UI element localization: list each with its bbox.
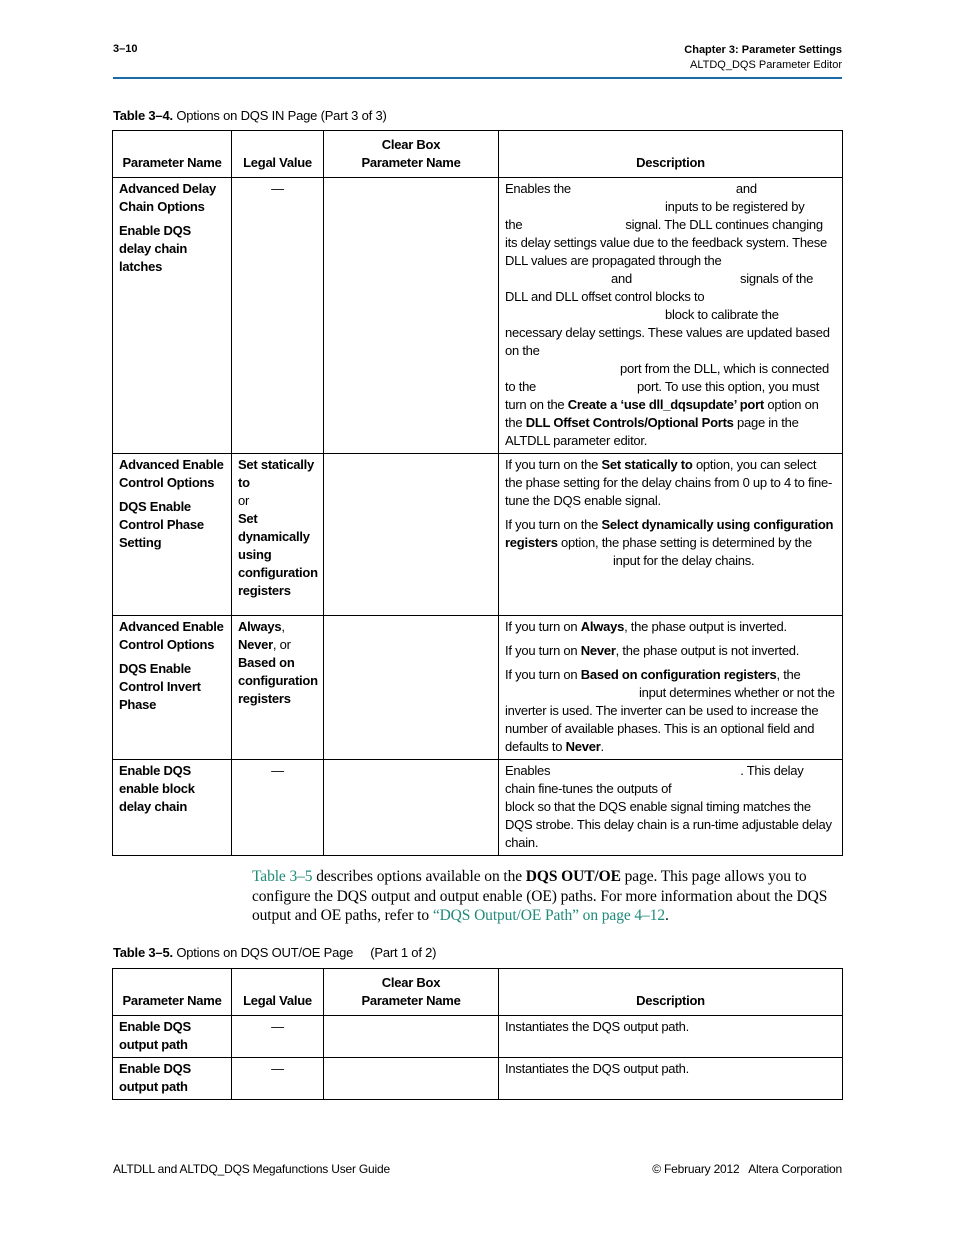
description-cell: Instantiates the DQS output path. <box>499 1058 843 1100</box>
legal-option: Never <box>238 637 273 652</box>
desc-bold: Based on configuration registers <box>580 667 777 682</box>
legal-sep: , or <box>272 637 291 652</box>
para-text: . <box>665 907 669 924</box>
param-name-cell: Enable DQS output path <box>113 1016 232 1058</box>
description-cell <box>499 454 843 616</box>
desc-text: signals of the DLL and DLL offset control blocks to <box>505 271 814 304</box>
col-header-legal-value: Legal Value <box>232 969 324 1016</box>
desc-text: option on the <box>505 397 819 430</box>
table-caption-text: Options on DQS IN Page (Part 3 of 3) <box>176 108 387 123</box>
desc-text: page in the ALTDLL parameter editor. <box>505 415 799 448</box>
param-group: Advanced Enable Control Options <box>119 619 224 652</box>
desc-text: . <box>600 739 604 754</box>
param-name-cell: Enable DQS output path <box>113 1058 232 1100</box>
desc-text: Enables <box>505 763 551 778</box>
clear-box-cell <box>324 760 499 856</box>
desc-text: port from the DLL, which is connected to the <box>505 361 829 394</box>
clear-box-cell <box>324 454 499 616</box>
desc-paragraph <box>505 456 836 510</box>
table-caption <box>113 945 436 960</box>
param-name-cell <box>113 616 232 760</box>
table-row <box>113 178 843 454</box>
description-cell <box>499 178 843 454</box>
description-cell <box>499 616 843 760</box>
desc-text: port. To use this option, you must turn on the <box>505 379 820 412</box>
clear-box-cell <box>324 1016 499 1058</box>
desc-bold: Never <box>580 643 616 658</box>
param-name: DQS Enable Control Invert Phase <box>119 661 201 712</box>
clear-box-line2: Parameter Name <box>361 155 461 170</box>
desc-text: and <box>735 181 757 196</box>
legal-value-cell: — <box>232 1058 324 1100</box>
description-cell: Instantiates the DQS output path. <box>499 1016 843 1058</box>
desc-text: , the phase output is inverted. <box>624 619 787 634</box>
legal-option: Based on configuration registers <box>238 655 318 706</box>
clear-box-cell <box>324 616 499 760</box>
desc-text: block so that the DQS enable signal timing matches the DQS strobe. This delay chain is a run-time adjustable delay chain. <box>505 799 832 850</box>
legal-option: Set statically to <box>238 457 314 490</box>
desc-text: input determines whether or not the inverter is used. The inverter can be used to increase the number of available phases. This is an optional field and defaults to <box>505 685 835 754</box>
footer-copyright: © February 2012 Altera Corporation <box>652 1162 842 1176</box>
desc-text: If you turn on <box>505 619 578 634</box>
legal-value-cell <box>232 454 324 616</box>
param-group: Advanced Delay Chain Options <box>119 181 216 214</box>
col-header-legal-value: Legal Value <box>232 131 324 178</box>
clear-box-cell <box>324 1058 499 1100</box>
desc-text: If you turn on the <box>505 517 599 532</box>
table-row <box>113 454 843 616</box>
col-header-parameter-name: Parameter Name <box>113 131 232 178</box>
desc-text: If you turn on <box>505 667 578 682</box>
table-row <box>113 1016 843 1058</box>
table-header-row <box>113 131 843 178</box>
table-caption <box>113 108 387 123</box>
table-caption-text: Options on DQS OUT/OE Page (Part 1 of 2) <box>176 945 437 960</box>
desc-bold: Always <box>580 619 625 634</box>
legal-value-cell: — <box>232 1016 324 1058</box>
desc-paragraph <box>505 666 836 756</box>
para-text: page. This page allows you to configure the DQS output and output enable (OE) paths. For more information about the DQS output and OE paths, refer to <box>252 868 828 924</box>
desc-text: option, the phase setting is determined by the <box>561 535 812 550</box>
param-name: Enable DQS delay chain latches <box>119 223 191 274</box>
desc-text: inputs to be registered by <box>665 199 805 214</box>
table-row <box>113 760 843 856</box>
para-bold: DQS OUT/OE <box>525 868 621 885</box>
param-name-cell <box>113 178 232 454</box>
desc-text: , the <box>776 667 801 682</box>
footer-guide-title: ALTDLL and ALTDQ_DQS Megafunctions User Guide <box>113 1162 390 1176</box>
section-title: ALTDQ_DQS Parameter Editor <box>689 59 842 71</box>
legal-value-cell <box>232 616 324 760</box>
desc-text: Enables the <box>505 181 571 196</box>
legal-value-cell: — <box>232 178 324 454</box>
legal-option: Set dynamically using configuration registers <box>238 511 318 598</box>
legal-sep: , <box>281 619 285 634</box>
description-cell <box>499 760 843 856</box>
options-table-dqs-in <box>112 130 843 856</box>
table-row <box>113 1058 843 1100</box>
desc-bold: Select dynamically using configuration registers <box>505 517 834 550</box>
col-header-clear-box <box>324 131 499 178</box>
desc-bold: Create a ‘use dll_dqsupdate’ port <box>567 397 764 412</box>
options-table-dqs-out-oe <box>112 968 843 1100</box>
col-header-parameter-name: Parameter Name <box>113 969 232 1016</box>
desc-text: signal. The DLL continues changing its delay settings value due to the feedback system. These DLL values are propagated through the <box>505 217 828 268</box>
legal-value-cell: — <box>232 760 324 856</box>
table-caption-label: Table 3–5. <box>113 945 173 960</box>
body-paragraph <box>252 867 844 926</box>
clear-box-line1: Clear Box <box>381 975 441 990</box>
header-rule <box>113 77 842 79</box>
param-group: Advanced Enable Control Options <box>119 457 224 490</box>
running-header <box>684 43 842 73</box>
param-name-cell <box>113 454 232 616</box>
desc-bold: DLL Offset Controls/Optional Ports <box>525 415 734 430</box>
desc-bold: Set statically to <box>601 457 693 472</box>
desc-paragraph <box>505 642 836 660</box>
table-row <box>113 616 843 760</box>
desc-text: If you turn on <box>505 643 578 658</box>
table-caption-label: Table 3–4. <box>113 108 173 123</box>
clear-box-line1: Clear Box <box>381 137 441 152</box>
param-name: DQS Enable Control Phase Setting <box>119 499 204 550</box>
col-header-description: Description <box>499 969 843 1016</box>
desc-text: and <box>611 271 632 286</box>
table-link[interactable]: Table 3–5 <box>252 868 313 885</box>
param-name-cell: Enable DQS enable block delay chain <box>113 760 232 856</box>
desc-text: the <box>505 217 523 232</box>
page-number: 3–10 <box>113 43 138 55</box>
clear-box-cell <box>324 178 499 454</box>
desc-text: block to calibrate the necessary delay settings. These values are updated based on the <box>505 307 830 358</box>
desc-text: input for the delay chains. <box>613 553 755 568</box>
desc-text: If you turn on the <box>505 457 599 472</box>
para-text: describes options available on the <box>316 868 523 885</box>
desc-text: option, you can select the phase setting for the delay chains from 0 up to 4 to fine-tune the DQS enable signal. <box>505 457 833 508</box>
chapter-title: Chapter 3: Parameter Settings <box>684 44 842 56</box>
section-link[interactable]: “DQS Output/OE Path” on page 4–12 <box>432 907 665 924</box>
col-header-description: Description <box>499 131 843 178</box>
desc-paragraph <box>505 618 836 636</box>
desc-bold: Never <box>565 739 601 754</box>
clear-box-line2: Parameter Name <box>361 993 461 1008</box>
col-header-clear-box <box>324 969 499 1016</box>
legal-or: or <box>238 493 250 508</box>
desc-text: , the phase output is not inverted. <box>615 643 800 658</box>
desc-text: . This delay chain fine-tunes the outputs of <box>505 763 804 796</box>
desc-paragraph <box>505 516 836 570</box>
table-header-row <box>113 969 843 1016</box>
legal-option: Always <box>238 619 282 634</box>
